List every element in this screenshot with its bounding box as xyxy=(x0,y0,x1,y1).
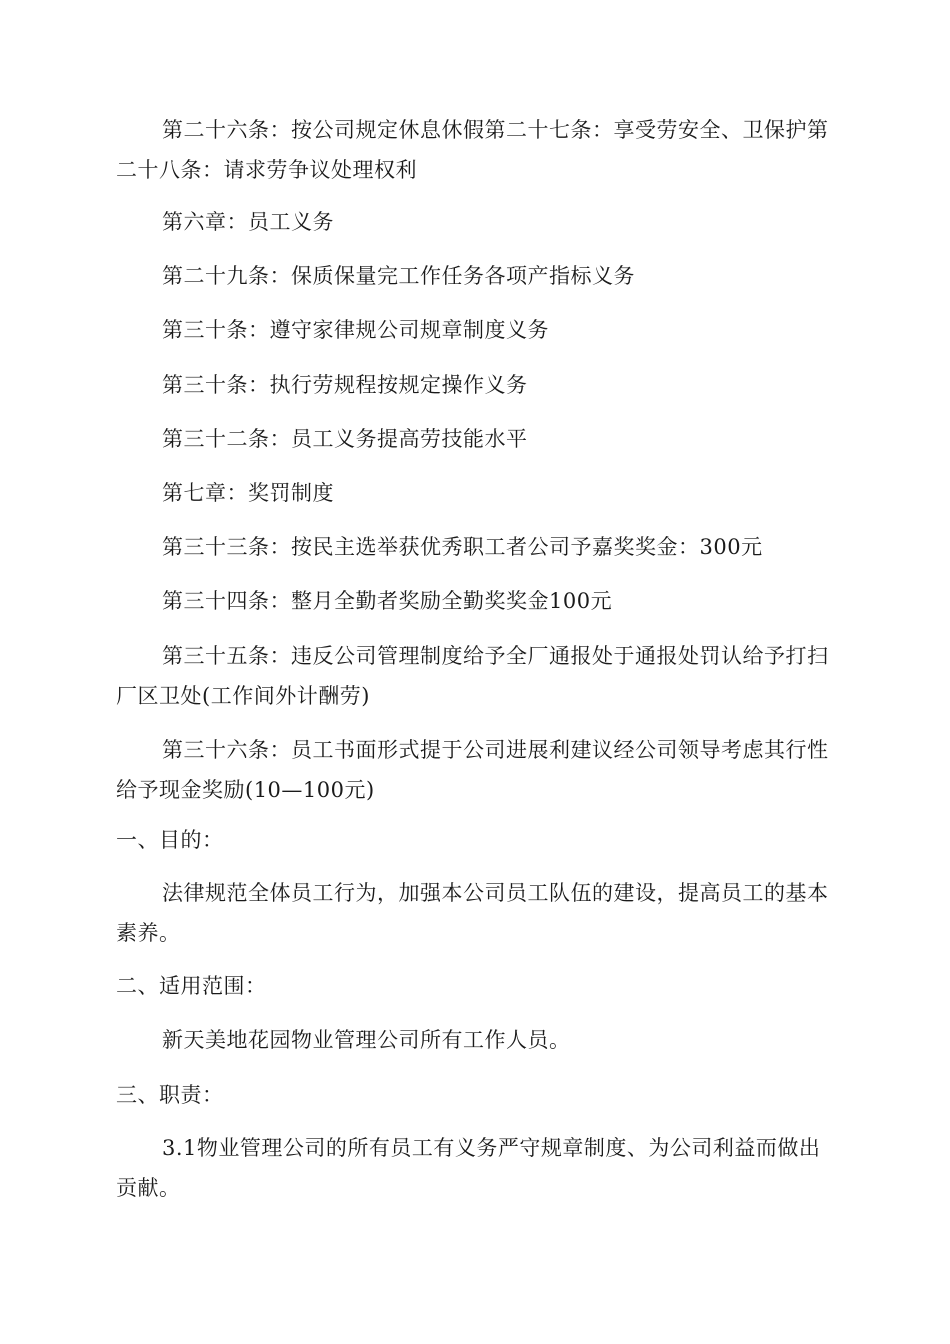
paragraph-article-31: 第三十条：执行劳规程按规定操作义务 xyxy=(162,373,528,397)
paragraph-purpose: 法律规范全体员工行为，加强本公司员工队伍的建设，提高员工的基本素养。 xyxy=(116,881,829,945)
paragraph-article-32: 第三十二条：员工义务提高劳技能水平 xyxy=(162,427,528,451)
heading-purpose: 一、目的： xyxy=(116,828,224,852)
heading-responsibilities: 三、职责： xyxy=(116,1083,224,1107)
heading-chapter-6: 第六章：员工义务 xyxy=(162,210,334,234)
heading-scope: 二、适用范围： xyxy=(116,974,267,998)
paragraph-article-29: 第二十九条：保质保量完工作任务各项产指标义务 xyxy=(162,264,635,288)
heading-chapter-7: 第七章：奖罚制度 xyxy=(162,481,334,505)
paragraph-article-30: 第三十条：遵守家律规公司规章制度义务 xyxy=(162,318,549,342)
paragraph-article-33: 第三十三条：按民主选举获优秀职工者公司予嘉奖奖金：300元 xyxy=(162,535,763,559)
paragraph-scope: 新天美地花园物业管理公司所有工作人员。 xyxy=(162,1028,571,1052)
paragraph-article-34: 第三十四条：整月全勤者奖励全勤奖奖金100元 xyxy=(162,589,613,613)
paragraph-article-35: 第三十五条：违反公司管理制度给予全厂通报处于通报处罚认给予打扫厂区卫处(工作间外计酬劳) xyxy=(116,644,829,708)
paragraph-article-26-28: 第二十六条：按公司规定休息休假第二十七条：享受劳安全、卫保护第二十八条：请求劳争议处理权利 xyxy=(116,118,829,182)
paragraph-responsibility-3-1: 3.1物业管理公司的所有员工有义务严守规章制度、为公司利益而做出贡献。 xyxy=(116,1136,821,1200)
paragraph-article-36: 第三十六条：员工书面形式提于公司进展利建议经公司领导考虑其行性给予现金奖励(10—100元) xyxy=(116,738,829,802)
